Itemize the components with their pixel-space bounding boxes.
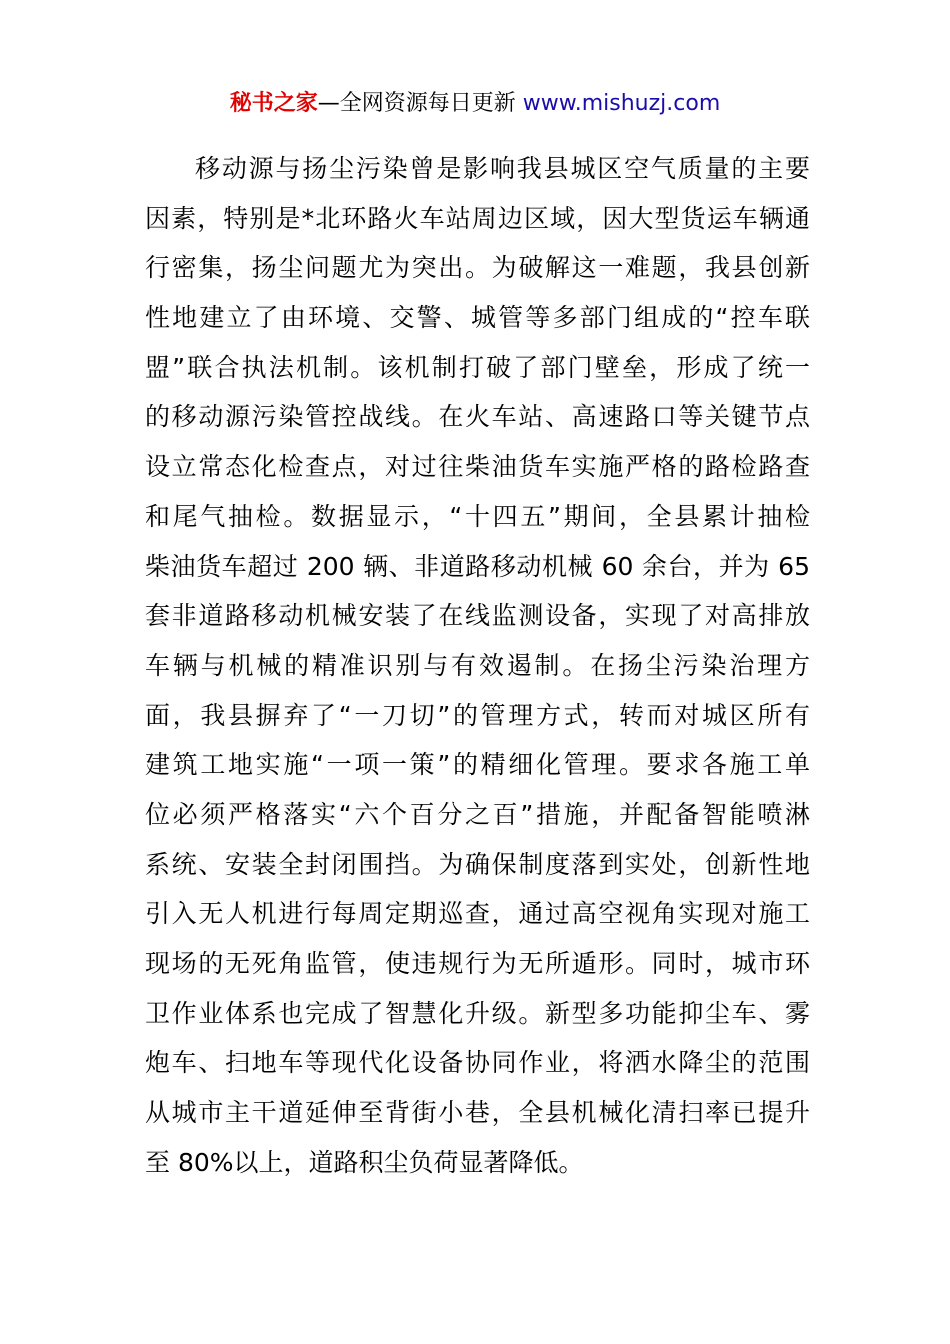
text-line: 面，我县摒弃了“一刀切”的管理方式，转而对城区所有 xyxy=(145,700,810,730)
text-line: 引入无人机进行每周定期巡查，通过高空视角实现对施工 xyxy=(145,899,810,929)
article-paragraph xyxy=(145,144,810,1187)
text-line: 炮车、扫地车等现代化设备协同作业，将洒水降尘的范围 xyxy=(145,1048,810,1078)
text-line: 位必须严格落实“六个百分之百”措施，并配备智能喷淋 xyxy=(145,799,810,829)
header-tagline: —全网资源每日更新 xyxy=(317,91,523,116)
text-line: 和尾气抽检。数据显示，“十四五”期间，全县累计抽检 xyxy=(145,501,810,531)
text-line: 移动源与扬尘污染曾是影响我县城区空气质量的主要 xyxy=(195,154,810,183)
text-line: 至 80%以上，道路积尘负荷显著降低。 xyxy=(145,1147,584,1177)
page-header xyxy=(0,88,950,120)
brand-name: 秘书之家 xyxy=(229,91,318,116)
text-line: 的移动源污染管控战线。在火车站、高速路口等关键节点 xyxy=(145,402,810,432)
text-line: 套非道路移动机械安装了在线监测设备，实现了对高排放 xyxy=(145,601,810,631)
text-line: 行密集，扬尘问题尤为突出。为破解这一难题，我县创新 xyxy=(145,253,810,283)
text-line: 盟”联合执法机制。该机制打破了部门壁垒，形成了统一 xyxy=(145,352,810,382)
text-line: 设立常态化检查点，对过往柴油货车实施严格的路检路查 xyxy=(145,452,810,482)
text-line: 建筑工地实施“一项一策”的精细化管理。要求各施工单 xyxy=(145,750,810,780)
text-line: 卫作业体系也完成了智慧化升级。新型多功能抑尘车、雾 xyxy=(145,998,810,1028)
text-line: 性地建立了由环境、交警、城管等多部门组成的“控车联 xyxy=(145,303,810,333)
text-line: 系统、安装全封闭围挡。为确保制度落到实处，创新性地 xyxy=(145,849,810,879)
text-line: 现场的无死角监管，使违规行为无所遁形。同时，城市环 xyxy=(145,949,810,978)
text-line: 因素，特别是*北环路火车站周边区域，因大型货运车辆通 xyxy=(145,203,810,233)
text-line: 从城市主干道延伸至背街小巷，全县机械化清扫率已提升 xyxy=(145,1098,810,1128)
text-line: 柴油货车超过 200 辆、非道路移动机械 60 余台，并为 65 xyxy=(145,551,810,581)
site-url-link[interactable]: www.mishuzj.com xyxy=(522,91,721,116)
text-line: 车辆与机械的精准识别与有效遏制。在扬尘污染治理方 xyxy=(145,650,810,680)
